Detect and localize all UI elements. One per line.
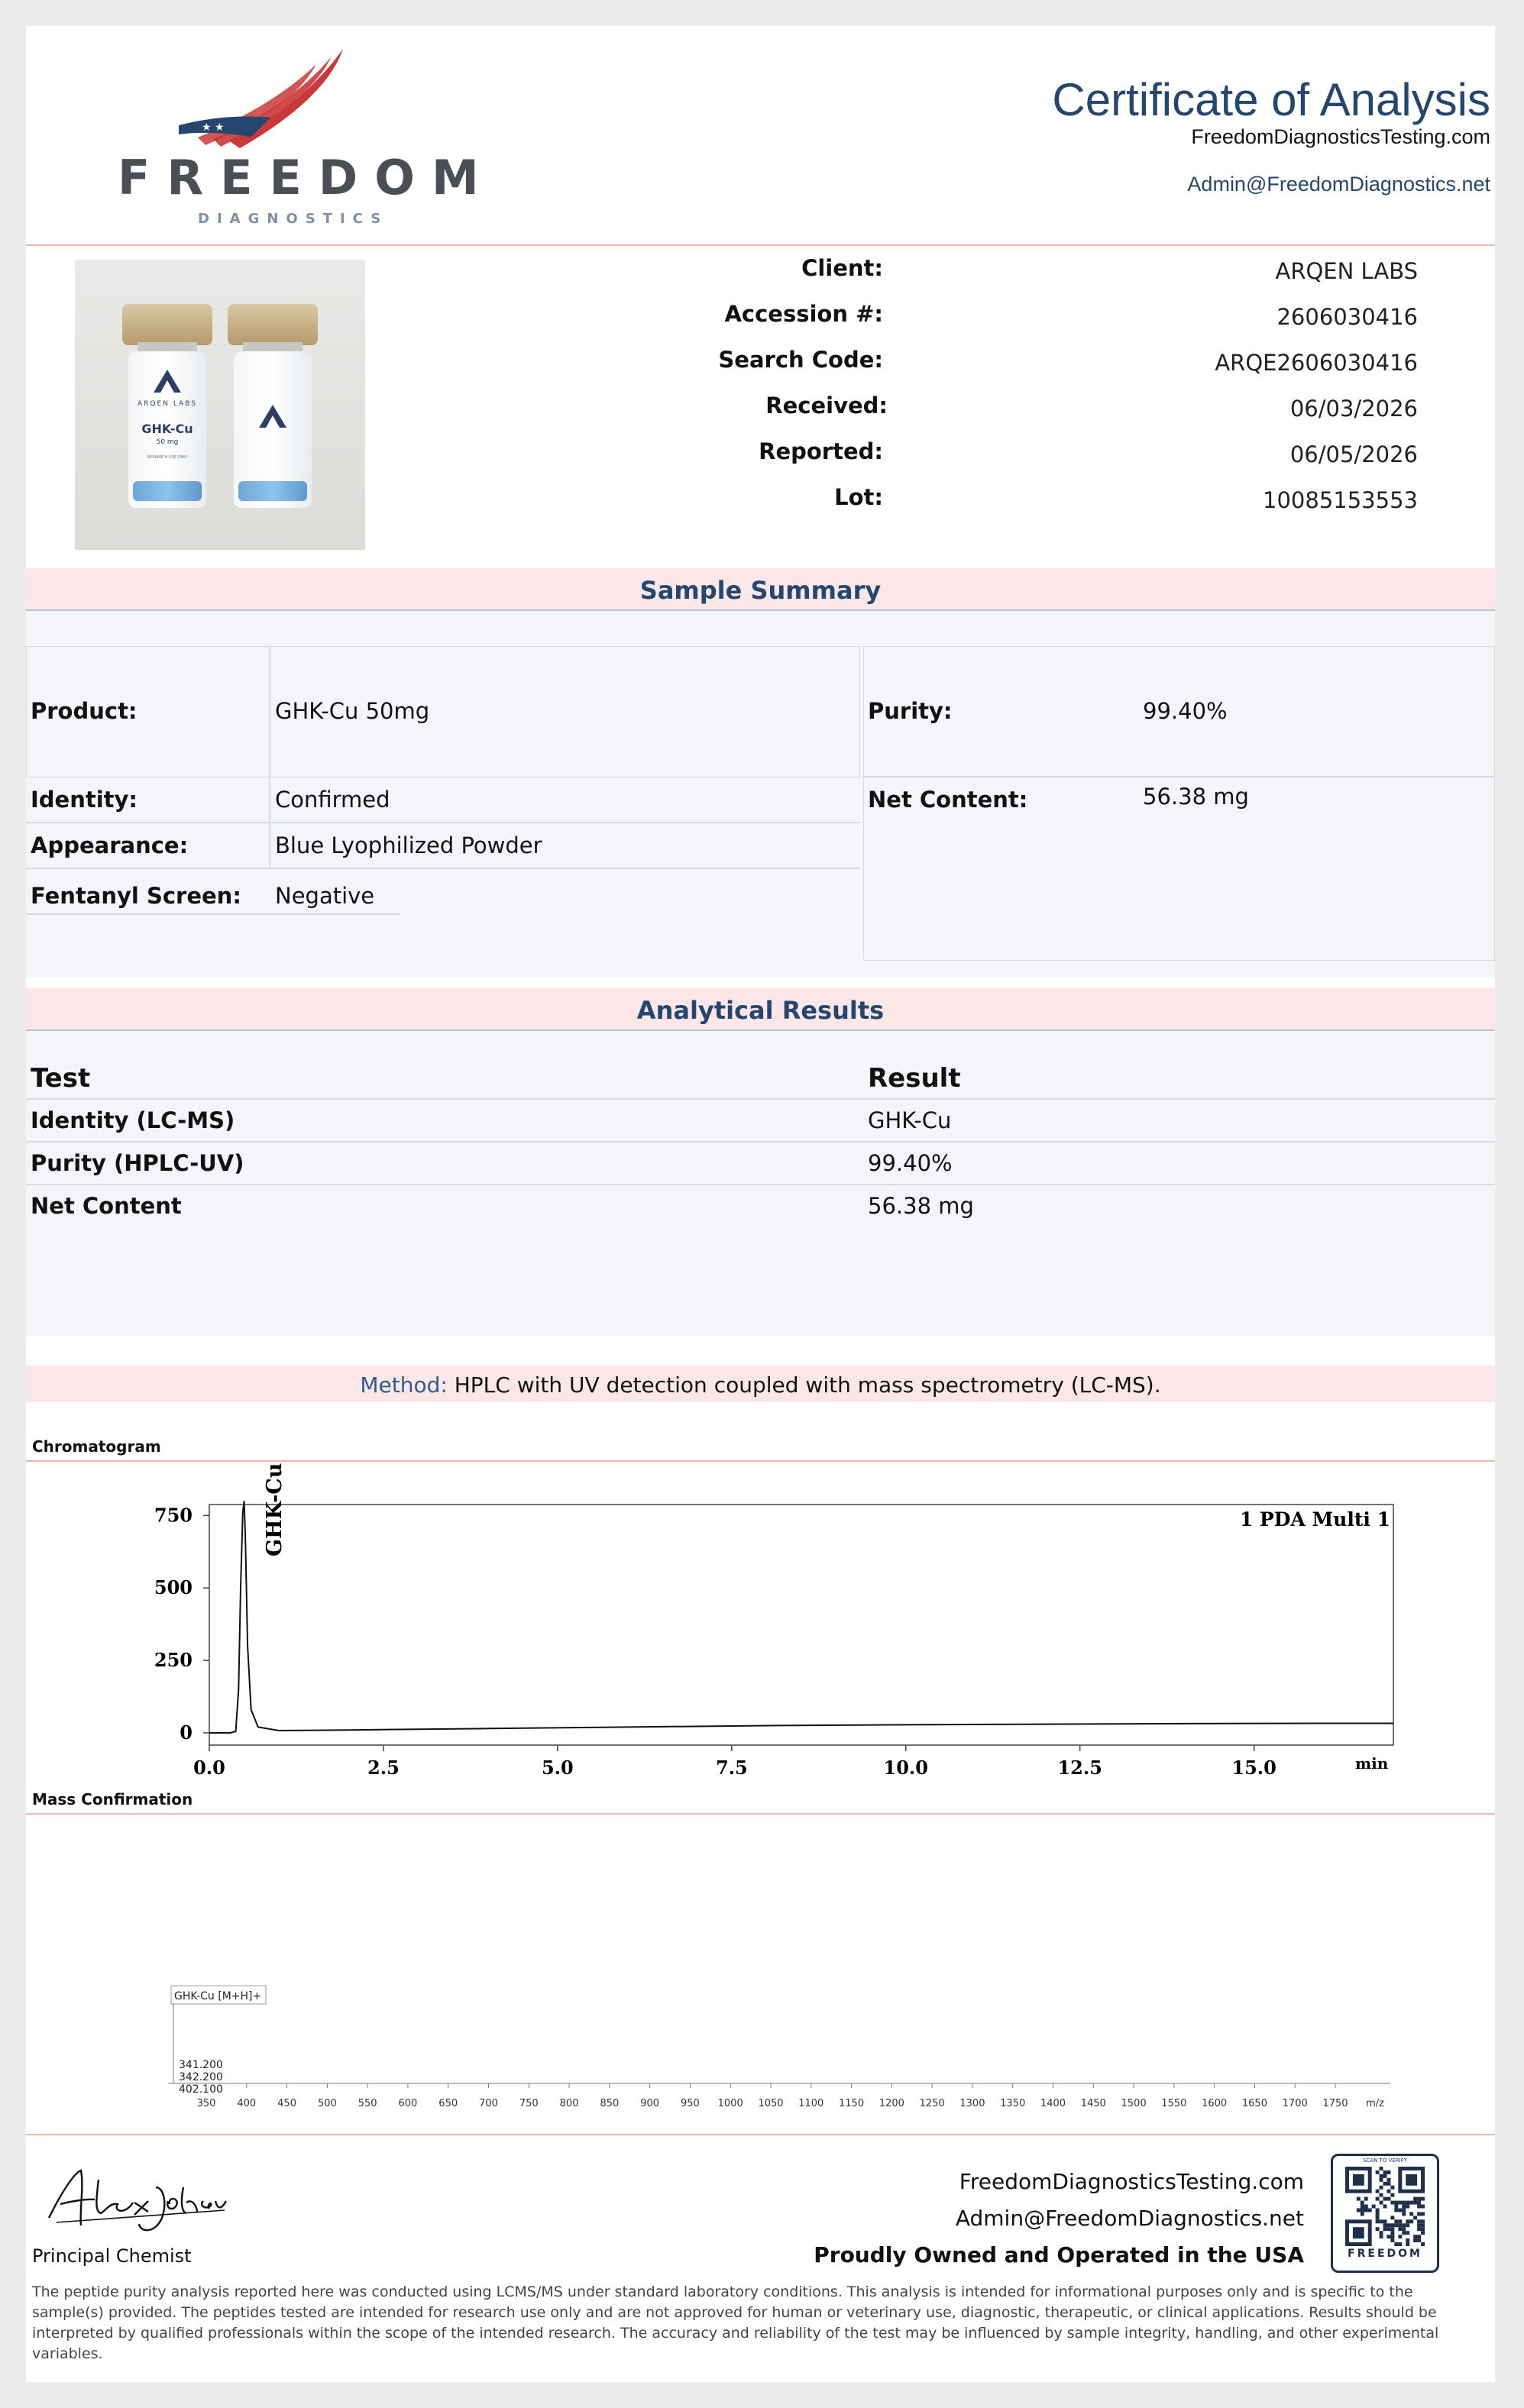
chromatogram-chart xyxy=(26,1462,1495,1798)
product-label: Product: xyxy=(31,698,138,724)
method-text: HPLC with UV detection coupled with mass spectrometry (LC-MS). xyxy=(454,1372,1161,1398)
received-label: Received: xyxy=(765,393,888,419)
mass-x-tick-label: 400 xyxy=(237,2098,257,2109)
mass-x-tick-label: m/z xyxy=(1366,2098,1384,2109)
vial-product: GHK-Cu xyxy=(141,422,193,436)
mass-x-tick-label: 900 xyxy=(640,2098,660,2109)
signer-title: Principal Chemist xyxy=(32,2245,192,2267)
footer-divider xyxy=(26,2134,1495,2135)
qr-code-icon xyxy=(1345,2167,1425,2246)
results-col-result: Result xyxy=(868,1063,961,1094)
net-content-label: Net Content: xyxy=(868,787,1028,813)
chromatogram-title: Chromatogram xyxy=(32,1437,161,1456)
x-tick-label: 2.5 xyxy=(367,1757,400,1779)
logo-subtitle: DIAGNOSTICS xyxy=(198,211,389,227)
lot-value: 10085153553 xyxy=(1263,487,1418,513)
analytical-results-title: Analytical Results xyxy=(636,996,885,1025)
analytical-results-band xyxy=(26,988,1495,1031)
y-tick-label: 250 xyxy=(154,1649,193,1672)
footer-website[interactable]: FreedomDiagnosticsTesting.com xyxy=(959,2169,1304,2194)
chromatogram-trace xyxy=(209,1501,1393,1733)
mass-x-tick-label: 1000 xyxy=(717,2098,743,2109)
header-website[interactable]: FreedomDiagnosticsTesting.com xyxy=(1191,125,1490,148)
mass-x-tick-label: 1050 xyxy=(758,2098,784,2109)
mass-x-tick-label: 1650 xyxy=(1241,2098,1267,2109)
lot-label: Lot: xyxy=(834,484,883,510)
mass-x-tick-label: 1400 xyxy=(1040,2098,1066,2109)
y-tick-label: 750 xyxy=(154,1504,193,1527)
qr-verify-badge[interactable] xyxy=(1331,2154,1439,2273)
method-band xyxy=(26,1366,1495,1402)
chart-frame xyxy=(209,1505,1393,1745)
mass-peak-value: 342.200 xyxy=(179,2071,223,2083)
identity-label: Identity: xyxy=(31,787,138,813)
mass-x-tick-label: 1500 xyxy=(1121,2098,1147,2109)
identity-value: Confirmed xyxy=(275,787,390,813)
mass-x-tick-label: 950 xyxy=(681,2098,700,2109)
search-code-label: Search Code: xyxy=(718,347,883,373)
accession-label: Accession #: xyxy=(724,301,883,327)
reported-label: Reported: xyxy=(759,438,883,464)
results-row-result: 56.38 mg xyxy=(868,1193,974,1219)
mass-x-tick-label: 1750 xyxy=(1322,2098,1348,2109)
mass-x-tick-label: 450 xyxy=(277,2098,296,2109)
mass-peak-label: GHK-Cu [M+H]+ xyxy=(174,1990,262,2002)
mass-x-tick-label: 1100 xyxy=(798,2098,824,2109)
method-label: Method: xyxy=(360,1372,448,1398)
peak-label: GHK-Cu xyxy=(263,1463,286,1556)
vial-left xyxy=(122,304,212,510)
header-email[interactable]: Admin@FreedomDiagnostics.net xyxy=(1187,173,1490,196)
flag-wings-icon xyxy=(87,41,408,156)
search-code-value: ARQE2606030416 xyxy=(1215,350,1418,376)
vial-powder xyxy=(238,481,307,501)
appearance-label: Appearance: xyxy=(31,832,189,858)
mass-x-tick-label: 650 xyxy=(438,2098,458,2109)
mass-x-ticks xyxy=(197,2083,1385,2109)
mass-x-tick-label: 850 xyxy=(600,2098,620,2109)
mass-x-tick-label: 1250 xyxy=(919,2098,945,2109)
product-photo xyxy=(75,260,365,550)
x-tick-label: 10.0 xyxy=(883,1757,928,1779)
product-value: GHK-Cu 50mg xyxy=(275,698,430,724)
method-line xyxy=(26,1372,1495,1398)
mass-x-tick-label: 1350 xyxy=(1000,2098,1026,2109)
results-header-line xyxy=(26,1098,1495,1100)
appearance-divider xyxy=(26,868,860,869)
x-tick-label: 0.0 xyxy=(193,1757,225,1779)
certificate-page xyxy=(26,26,1495,2382)
client-value: ARQEN LABS xyxy=(1275,258,1418,284)
vial-brand: ARQEN LABS xyxy=(138,400,197,408)
mass-x-tick-label: 1550 xyxy=(1161,2098,1187,2109)
identity-divider xyxy=(26,822,860,823)
channel-label: 1 PDA Multi 1 xyxy=(1239,1508,1390,1530)
results-row-line xyxy=(26,1184,1495,1185)
reported-value: 06/05/2026 xyxy=(1289,441,1418,467)
results-row-result: 99.40% xyxy=(868,1150,953,1176)
vial-dose: 50 mg xyxy=(156,438,179,446)
mass-peak-value: 402.100 xyxy=(179,2083,223,2096)
results-row-line xyxy=(26,1141,1495,1143)
results-col-test: Test xyxy=(31,1063,91,1094)
mass-x-tick-label: 1700 xyxy=(1282,2098,1308,2109)
qr-top-label: SCAN TO VERIFY xyxy=(1362,2158,1408,2164)
mass-spectrum-chart xyxy=(26,1815,1495,2135)
x-tick-label: 15.0 xyxy=(1231,1757,1276,1779)
fentanyl-divider xyxy=(26,913,400,915)
fentanyl-value: Negative xyxy=(275,883,375,909)
vial-note: RESEARCH USE ONLY xyxy=(147,455,188,460)
brand-mark-icon xyxy=(152,368,183,394)
x-tick-label: 5.0 xyxy=(541,1757,574,1779)
disclaimer-text: The peptide purity analysis reported here was conducted using LCMS/MS under standard laboratory conditions. This analysis is intended for informational purposes only and is specific to the sample(s) provided. The peptides tested are intended for research use only and are not approved for human or veterinary use, diagnostic, therapeutic, or clinical applications. Results should be interpreted by qualified professionals within the scope of the intended research. The accuracy and reliability of the test may be influenced by sample integrity, handling, and other experimental variables. xyxy=(32,2284,1439,2362)
y-tick-label: 0 xyxy=(180,1721,193,1744)
client-label: Client: xyxy=(801,255,883,281)
results-row-test: Purity (HPLC-UV) xyxy=(31,1150,244,1176)
purity-label: Purity: xyxy=(868,698,953,724)
mass-x-tick-label: 700 xyxy=(479,2098,498,2109)
y-tick-label: 500 xyxy=(154,1576,193,1599)
mass-x-tick-label: 1150 xyxy=(839,2098,865,2109)
sample-summary-band xyxy=(26,568,1495,611)
mass-x-tick-label: 1600 xyxy=(1202,2098,1228,2109)
chromatogram-axes xyxy=(154,1504,1276,1779)
header-divider xyxy=(26,244,1495,246)
mass-x-tick-label: 600 xyxy=(398,2098,418,2109)
document-title: Certificate of Analysis xyxy=(1052,74,1490,125)
vial-powder xyxy=(133,481,202,501)
company-logo xyxy=(87,41,496,240)
brand-mark-icon xyxy=(257,403,288,429)
received-value: 06/03/2026 xyxy=(1289,396,1418,422)
logo-wordmark: FREEDOM xyxy=(118,150,496,205)
mass-peak-value: 341.200 xyxy=(179,2059,223,2071)
svg-text:★ ★: ★ ★ xyxy=(202,121,225,134)
x-tick-label: 12.5 xyxy=(1057,1757,1102,1779)
mass-confirmation-title: Mass Confirmation xyxy=(32,1790,193,1808)
qr-brand-label: FREEDOM xyxy=(1348,2248,1422,2260)
x-unit: min xyxy=(1355,1754,1389,1773)
net-content-value: 56.38 mg xyxy=(1143,784,1249,810)
footer-tagline: Proudly Owned and Operated in the USA xyxy=(814,2242,1304,2267)
x-tick-label: 7.5 xyxy=(715,1757,748,1779)
column-divider xyxy=(269,777,270,868)
appearance-value: Blue Lyophilized Powder xyxy=(275,832,542,858)
sample-summary-title: Sample Summary xyxy=(639,576,882,605)
accession-value: 2606030416 xyxy=(1276,304,1418,330)
results-row-test: Identity (LC-MS) xyxy=(31,1107,235,1133)
signature xyxy=(34,2157,232,2241)
mass-x-tick-label: 1450 xyxy=(1080,2098,1106,2109)
mass-x-tick-label: 800 xyxy=(559,2098,579,2109)
mass-x-tick-label: 350 xyxy=(196,2098,216,2109)
purity-value: 99.40% xyxy=(1143,698,1228,724)
mass-x-tick-label: 1200 xyxy=(878,2098,904,2109)
results-row-test: Net Content xyxy=(31,1193,182,1219)
mass-peak-values xyxy=(179,2059,223,2096)
mass-x-tick-label: 750 xyxy=(519,2098,539,2109)
footer-email[interactable]: Admin@FreedomDiagnostics.net xyxy=(955,2206,1304,2231)
fentanyl-label: Fentanyl Screen: xyxy=(31,883,241,909)
results-row-result: GHK-Cu xyxy=(868,1107,952,1133)
vial-right xyxy=(228,304,318,510)
mass-x-tick-label: 500 xyxy=(317,2098,337,2109)
mass-x-tick-label: 550 xyxy=(358,2098,377,2109)
signature-icon xyxy=(34,2157,232,2241)
mass-x-tick-label: 1300 xyxy=(959,2098,985,2109)
